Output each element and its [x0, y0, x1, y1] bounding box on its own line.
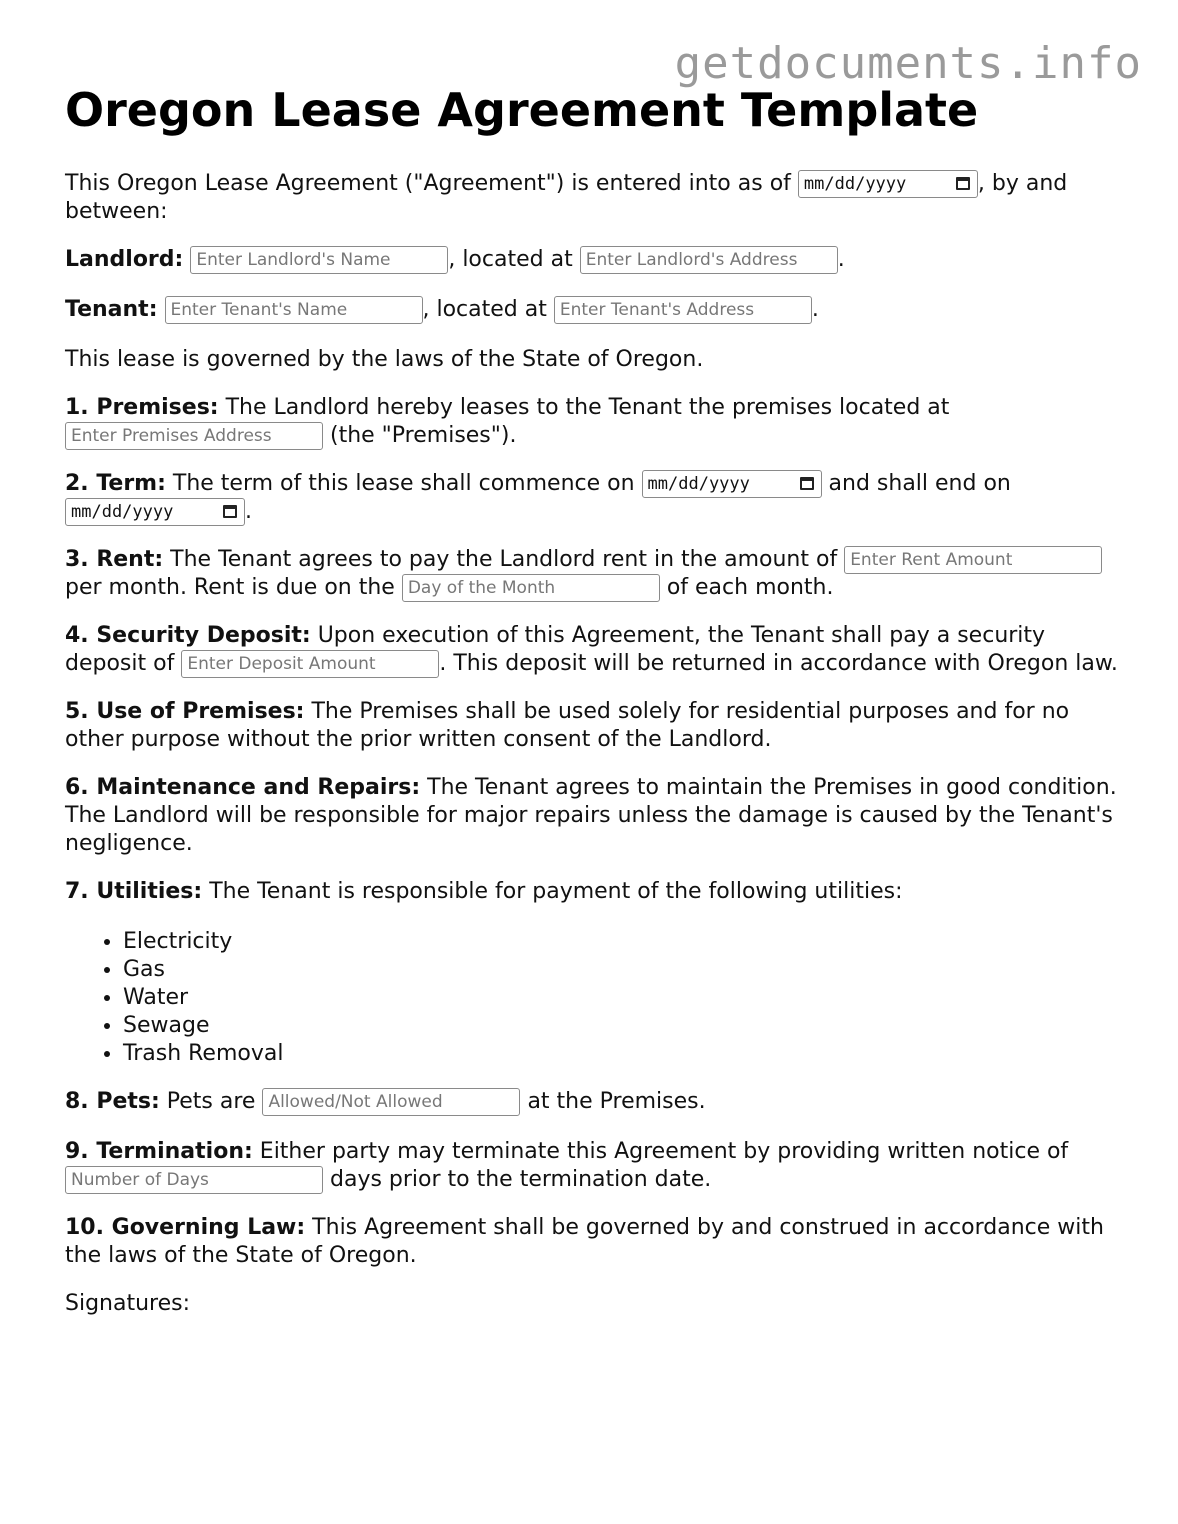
intro-paragraph: [65, 170, 1125, 226]
landlord-paragraph: [65, 246, 1125, 274]
list-item: • Electricity: [123, 928, 1125, 956]
deposit-amount-input[interactable]: Enter Deposit Amount: [181, 650, 439, 678]
pets-text: Pets are: [159, 1089, 263, 1114]
tenant-address-input[interactable]: Enter Tenant's Address: [554, 296, 812, 324]
landlord-name-input[interactable]: Enter Landlord's Name: [190, 246, 448, 274]
pets-allowed-input[interactable]: Allowed/Not Allowed: [262, 1088, 520, 1116]
section-utilities: [65, 878, 1125, 906]
landlord-end: .: [837, 247, 845, 272]
premises-heading: 1. Premises:: [65, 395, 219, 420]
section-premises: [65, 394, 1125, 450]
start-date-placeholder: mm/dd/yyyy: [647, 474, 750, 494]
pets-after: at the Premises.: [520, 1089, 706, 1114]
landlord-address-input[interactable]: Enter Landlord's Address: [580, 246, 838, 274]
rent-text: The Tenant agrees to pay the Landlord rent in the amount of: [163, 547, 845, 572]
list-item: • Gas: [123, 956, 1125, 984]
utilities-heading: 7. Utilities:: [65, 879, 203, 904]
rent-middle: per month. Rent is due on the: [65, 575, 402, 600]
agreement-date-input[interactable]: [798, 170, 978, 198]
lease-document: [65, 80, 1125, 1338]
list-item: • Sewage: [123, 1012, 1125, 1040]
termination-after: days prior to the termination date.: [323, 1167, 712, 1192]
landlord-label: Landlord:: [65, 247, 184, 272]
list-item: • Trash Removal: [123, 1040, 1125, 1068]
date-placeholder: mm/dd/yyyy: [803, 174, 907, 194]
premises-after: (the "Premises").: [323, 423, 517, 448]
rent-amount-input[interactable]: Enter Rent Amount: [844, 546, 1102, 574]
intro-text-end: , by and between:: [65, 171, 1068, 224]
term-middle: and shall end on: [821, 471, 1011, 496]
list-item: • Water: [123, 984, 1125, 1012]
law-text: This Agreement shall be governed by and construed in accordance with the laws of the State of Oregon.: [65, 1215, 1104, 1268]
termination-text: Either party may terminate this Agreement by providing written notice of: [252, 1139, 1069, 1164]
end-date-placeholder: mm/dd/yyyy: [71, 502, 174, 522]
governed-paragraph: This lease is governed by the laws of the State of Oregon.: [65, 347, 704, 372]
pets-heading: 8. Pets:: [65, 1089, 160, 1114]
deposit-text: Upon execution of this Agreement, the Tenant shall pay a security deposit of: [65, 623, 1046, 676]
deposit-after: . This deposit will be returned in accordance with Oregon law.: [439, 651, 1118, 676]
term-end-date-input[interactable]: [65, 498, 245, 526]
landlord-located-text: , located at: [448, 247, 573, 272]
tenant-end: .: [811, 297, 819, 322]
use-heading: 5. Use of Premises:: [65, 699, 305, 724]
tenant-located-text: , located at: [422, 297, 547, 322]
use-text: The Premises shall be used solely for residential purposes and for no other purpose without the prior written consent of the Landlord.: [65, 699, 1070, 752]
rent-after: of each month.: [659, 575, 834, 600]
tenant-label: Tenant:: [65, 297, 158, 322]
term-after: .: [245, 499, 252, 524]
termination-heading: 9. Termination:: [65, 1139, 253, 1164]
signatures-label: Signatures:: [65, 1291, 191, 1316]
section-deposit: [65, 622, 1125, 678]
tenant-name-input[interactable]: Enter Tenant's Name: [165, 296, 423, 324]
utilities-list: [65, 928, 1125, 1068]
calendar-icon[interactable]: [800, 477, 814, 490]
section-term: [65, 470, 1125, 526]
intro-text: This Oregon Lease Agreement ("Agreement") is entered into as of: [65, 171, 791, 196]
term-heading: 2. Term:: [65, 471, 166, 496]
section-governing-law: [65, 1214, 1125, 1270]
maintenance-heading: 6. Maintenance and Repairs:: [65, 775, 421, 800]
maintenance-text: The Tenant agrees to maintain the Premises in good condition. The Landlord will be responsible for major repairs unless the damage is caused by the Tenant's negligence.: [65, 775, 1117, 856]
page-title: Oregon Lease Agreement Template: [65, 83, 979, 137]
section-rent: [65, 546, 1125, 602]
section-termination: [65, 1138, 1125, 1194]
rent-day-input[interactable]: Day of the Month: [402, 574, 660, 602]
deposit-heading: 4. Security Deposit:: [65, 623, 311, 648]
calendar-icon[interactable]: [223, 505, 237, 518]
utilities-text: The Tenant is responsible for payment of the following utilities:: [202, 879, 903, 904]
section-use: [65, 698, 1125, 754]
law-heading: 10. Governing Law:: [65, 1215, 306, 1240]
premises-address-input[interactable]: Enter Premises Address: [65, 422, 323, 450]
term-text: The term of this lease shall commence on: [165, 471, 642, 496]
term-start-date-input[interactable]: [642, 470, 822, 498]
section-maintenance: [65, 774, 1125, 858]
rent-heading: 3. Rent:: [65, 547, 164, 572]
calendar-icon[interactable]: [956, 177, 970, 190]
tenant-paragraph: [65, 296, 1125, 324]
premises-text: The Landlord hereby leases to the Tenant the premises located at: [218, 395, 950, 420]
notice-days-input[interactable]: Number of Days: [65, 1166, 323, 1194]
watermark: getdocuments.info: [674, 38, 1142, 89]
section-pets: [65, 1088, 1125, 1116]
